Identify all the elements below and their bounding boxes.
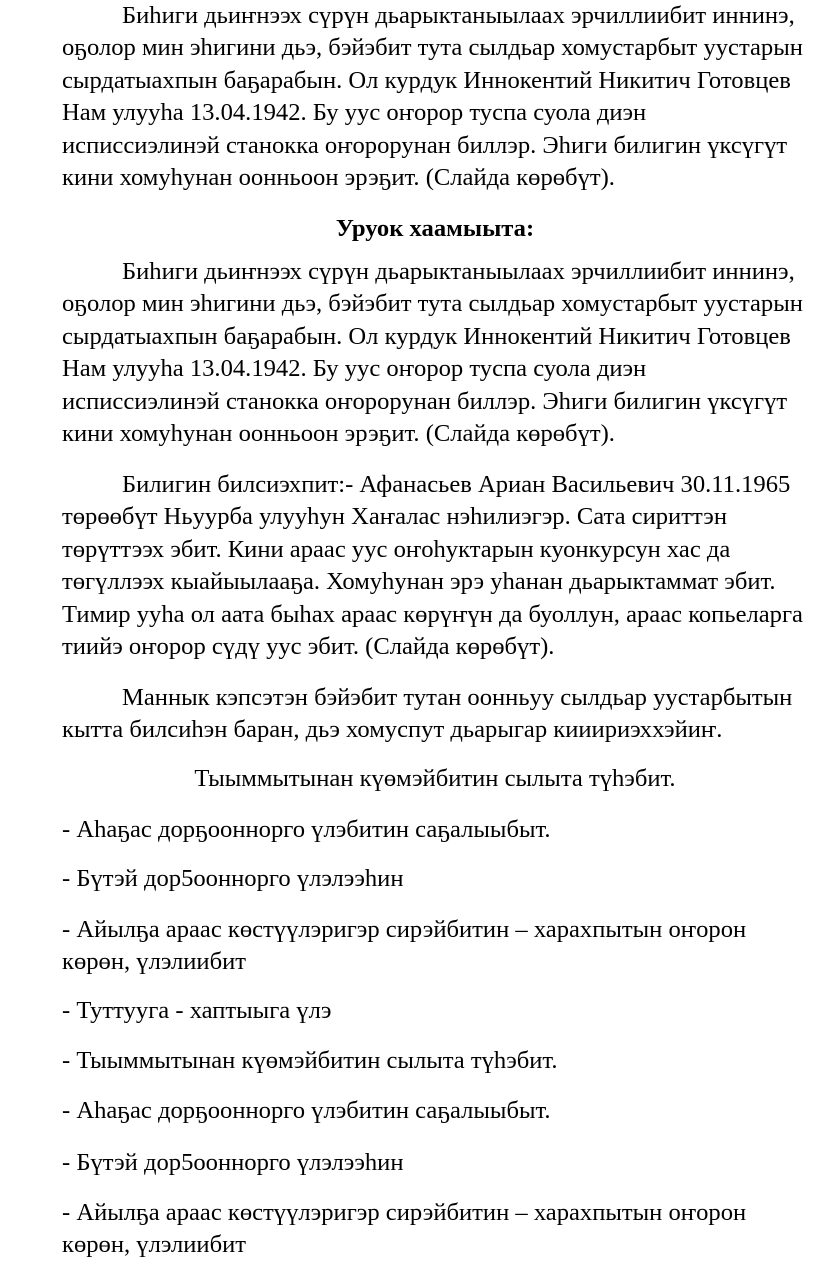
centered-instruction: Тыыммытынан күөмэйбитин сылыта түһэбит. bbox=[194, 765, 676, 792]
list-item: - Айылҕа араас көстүүлэригэр сирэйбитин – харахпытын оҥорон көрөн, үлэлиибит bbox=[62, 1199, 747, 1259]
lesson-heading: Уруок хаамыыта: bbox=[335, 215, 535, 242]
list-item: - Аһаҕас дорҕооннорго үлэбитин саҕалыыбыт. bbox=[62, 1097, 551, 1124]
list-item: - Айылҕа араас көстүүлэригэр сирэйбитин – харахпытын оҥорон көрөн, үлэлиибит bbox=[62, 916, 747, 976]
list-item: - Бүтэй дор5ооннорго үлэлээһин bbox=[62, 1149, 404, 1176]
body-paragraph-2: Билигин билсиэхпит:- Афанасьев Ариан Васильевич 30.11.1965 төрөөбүт Ньуурба улууһун Хаҥалас нэһилиэгэр. Сата сириттэн төрүттээх эбит. Кини араас уус оҥоһуктарын куонкурсун хас да төгүллээх кыайыылааҕа. Хомуһунан эрэ уһанан дьарыктаммат эбит. Тимир ууһа ол аата быһах араас көрүҥүн да буоллун, араас копьеларга тиийэ оҥорор сүдү уус эбит. (Слайда көрөбүт). bbox=[62, 471, 803, 661]
list-item: - Бүтэй дор5ооннорго үлэлээһин bbox=[62, 865, 404, 892]
body-paragraph-1: Биһиги дьиҥнээх сүрүн дьарыктаныылаах эрчиллиибит иннинэ, оҕолор мин эһигини дьэ, бэйэбит тута сылдьар хомустарбыт уустарын сырдатыахпын баҕарабын. Ол курдук Иннокентий Никитич Готовцев Нам улууһа 13.04.1942. Бу уус оҥорор туспа суола диэн исписсиэлинэй станокка оҥорорунан биллэр. Эһиги билигин үксүгүт кини хомуһунан оонньоон эрэҕит. (Слайда көрөбүт). bbox=[62, 258, 803, 448]
list-item: - Туттууга - хаптыыга үлэ bbox=[62, 997, 332, 1024]
list-item: - Тыыммытынан күөмэйбитин сылыта түһэбит. bbox=[62, 1047, 558, 1074]
body-paragraph-3: Маннык кэпсэтэн бэйэбит тутан оонньуу сылдьар уустарбытын кытта билсиһэн баран, дьэ хомуспут дьарыгар кииириэххэйиҥ. bbox=[62, 684, 793, 744]
list-item: - Аһаҕас дорҕооннорго үлэбитин саҕалыыбыт. bbox=[62, 816, 551, 843]
intro-paragraph: Биһиги дьиҥнээх сүрүн дьарыктаныылаах эрчиллиибит иннинэ, оҕолор мин эһигини дьэ, бэйэбит тута сылдьар хомустарбыт уустарын сырдатыахпын баҕарабын. Ол курдук Иннокентий Никитич Готовцев Нам улууһа 13.04.1942. Бу уус оҥорор туспа суола диэн исписсиэлинэй станокка оҥорорунан биллэр. Эһиги билигин үксүгүт кини хомуһунан оонньоон эрэҕит. (Слайда көрөбүт). bbox=[62, 2, 803, 192]
